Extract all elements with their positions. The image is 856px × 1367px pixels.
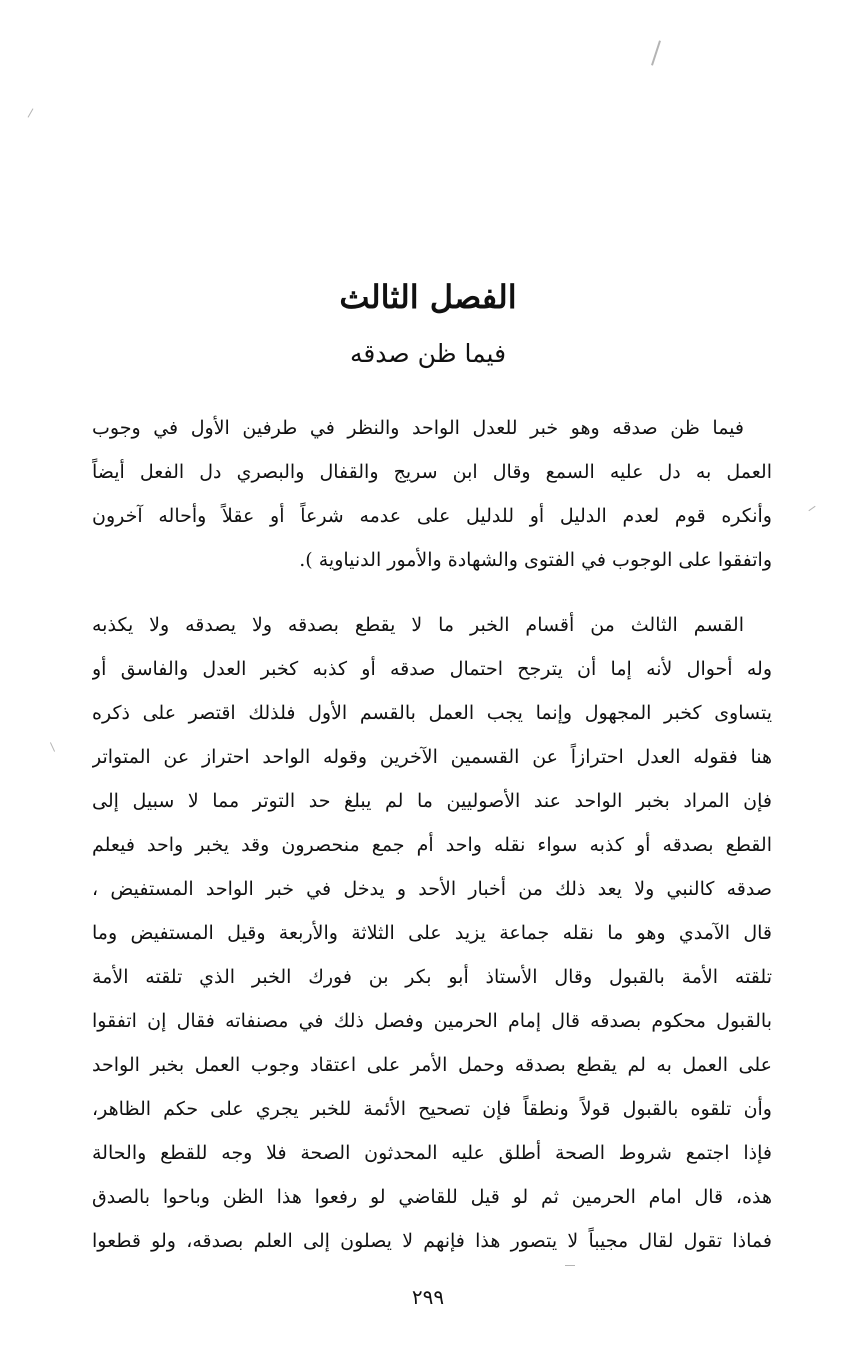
scan-mark (808, 506, 815, 511)
paragraph-commentary (92, 603, 772, 1263)
scan-mark (651, 40, 661, 65)
text-line: وأنكره قوم لعدم الدليل أو للدليل على عدمه شرعاً أو عقلاً وأحاله آخرون (92, 505, 772, 527)
text-line: هذه، قال امام الحرمين ثم لو قيل للقاضي لو رفعوا هذا الظن وباحوا بالصدق (92, 1186, 772, 1208)
text-line: فإن المراد بخبر الواحد عند الأصوليين ما لم يبلغ حد التوتر مما لا سبيل إلى (92, 790, 772, 812)
text-line: قال الآمدي وهو ما نقله جماعة يزيد على الثلاثة والأربعة وقيل المستفيض وما (92, 922, 772, 944)
text-line: هنا فقوله العدل احترازاً عن القسمين الآخرين وقوله الواحد احتراز عن المتواتر (92, 746, 772, 768)
text-line: العمل به دل عليه السمع وقال ابن سريج والقفال والبصري دل الفعل أيضاً (92, 461, 772, 483)
scan-mark (50, 742, 55, 751)
scan-mark (28, 108, 34, 117)
scan-mark (565, 1265, 575, 1266)
text-line: بالقبول محكوم بصدقه قال إمام الحرمين وفصل ذلك في مصنفاته فقال إن اتفقوا (92, 1010, 772, 1032)
text-line: وأن تلقوه بالقبول قولاً ونطقاً فإن تصحيح الأئمة للخبر يجري على حكم الظاهر، (92, 1098, 772, 1120)
text-line: يتساوى كخبر المجهول وإنما يجب العمل بالقسم الأول فلذلك اقتصر على ذكره (92, 702, 772, 724)
chapter-subtitle: فيما ظن صدقه (349, 339, 507, 368)
text-line: فماذا تقول لقال مجيباً لا يتصور هذا فإنهم لا يصلون إلى العلم بصدقه، ولو قطعوا (92, 1230, 772, 1252)
text-line: فيما ظن صدقه وهو خبر للعدل الواحد والنظر في طرفين الأول في وجوب (92, 417, 744, 439)
paragraph-intro (92, 406, 772, 582)
text-line: فإذا اجتمع شروط الصحة أطلق عليه المحدثون الصحة فلا وجه للقطع والحالة (92, 1142, 772, 1164)
page-number: ٢٩٩ (411, 1285, 445, 1309)
text-line: القسم الثالث من أقسام الخبر ما لا يقطع بصدقه ولا يصدقه ولا يكذبه (92, 614, 744, 636)
text-line: صدقه كالنبي ولا يعد ذلك من أخبار الأحد و يدخل في خبر الواحد المستفيض ، (92, 878, 772, 900)
text-line: وله أحوال لأنه إما أن يترجح احتمال صدقه أو كذبه كخبر العدل والفاسق أو (92, 658, 772, 680)
text-line: على العمل به لم يقطع بصدقه وحمل الأمر على اعتقاد وجوب العمل بخبر الواحد (92, 1054, 772, 1076)
chapter-title: الفصل الثالث (339, 278, 517, 316)
text-line: واتفقوا على الوجوب في الفتوى والشهادة والأمور الدنياوية ). (299, 549, 772, 571)
text-line: تلقته الأمة بالقبول وقال الأستاذ أبو بكر بن فورك الخبر الذي تلقته الأمة (92, 966, 772, 988)
text-line: القطع بصدقه أو كذبه سواء نقله واحد أم جمع منحصرون وقد يخبر واحد فيعلم (92, 834, 772, 856)
